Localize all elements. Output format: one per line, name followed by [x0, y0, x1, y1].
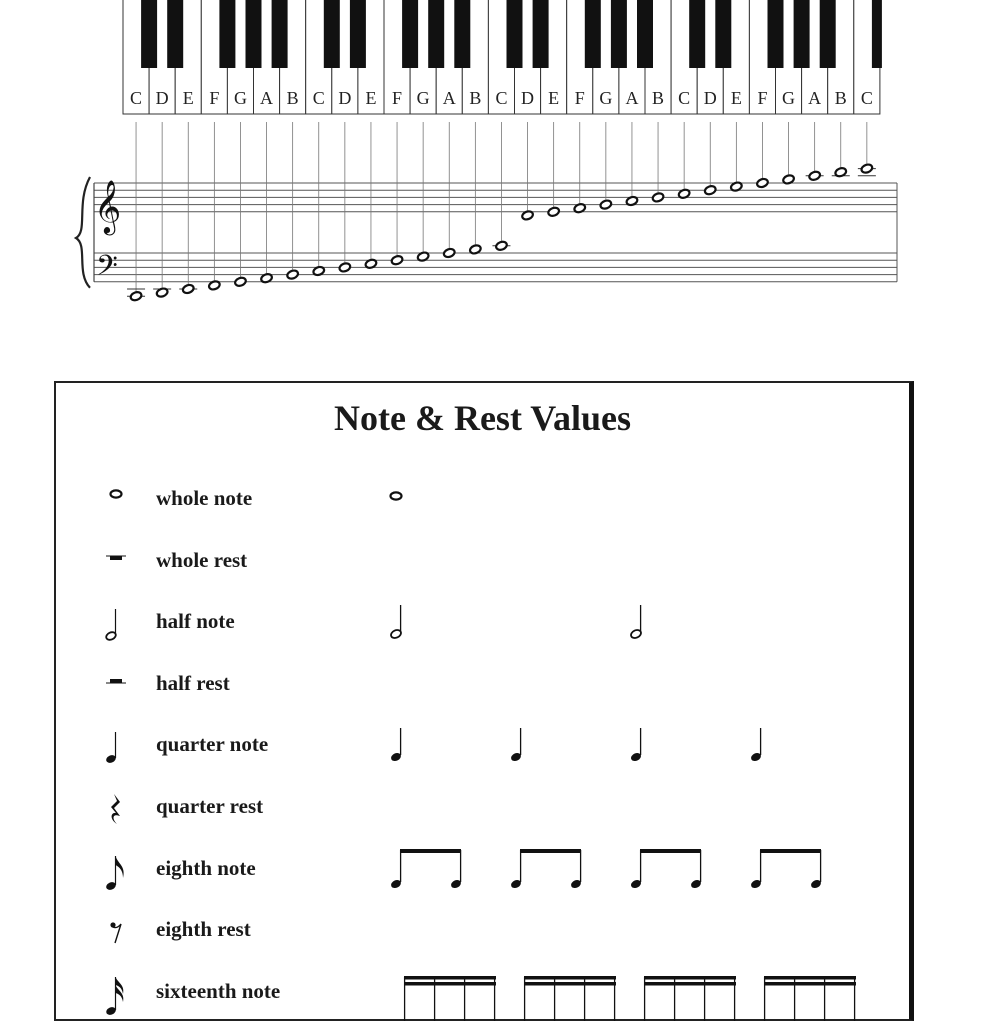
quarter-rest-icon	[96, 786, 136, 836]
staff-note	[130, 291, 143, 302]
value-row	[56, 848, 909, 898]
value-row	[56, 601, 909, 651]
key-label: D	[703, 88, 717, 108]
value-row	[56, 786, 909, 836]
staff-note	[704, 185, 717, 196]
staff-note	[808, 170, 821, 181]
key-label: B	[469, 88, 482, 108]
key-label: B	[834, 88, 847, 108]
value-label: whole note	[156, 486, 253, 510]
value-label: eighth note	[156, 855, 256, 880]
key-label: F	[574, 88, 585, 108]
example-notes	[56, 848, 916, 908]
box-title: Note & Rest Values	[334, 398, 631, 438]
key-label: B	[286, 88, 299, 108]
beam	[760, 849, 821, 853]
value-label: half rest	[156, 670, 230, 695]
staff-note	[286, 269, 299, 280]
example-notes	[56, 478, 916, 538]
key-label: A	[808, 88, 822, 108]
key-label: C	[130, 88, 143, 108]
key-label: A	[442, 88, 456, 108]
key-label: D	[155, 88, 169, 108]
beam	[764, 982, 856, 986]
key-label: G	[416, 88, 430, 108]
staff-note	[652, 192, 665, 203]
value-label: sixteenth note	[156, 978, 281, 1003]
beam	[400, 849, 461, 853]
value-label: whole rest	[156, 547, 248, 572]
staff-note	[443, 248, 456, 259]
bass-clef-icon: 𝄢	[96, 251, 118, 289]
key-label: E	[365, 88, 377, 108]
value-label: quarter rest	[156, 794, 264, 818]
beam	[520, 849, 581, 853]
staff-note	[495, 240, 508, 251]
key-label: D	[338, 88, 352, 108]
staff-note	[547, 206, 560, 217]
key-label: C	[678, 88, 691, 108]
staff-note	[234, 276, 247, 287]
value-row	[56, 724, 909, 774]
staff-note	[338, 262, 351, 273]
value-row	[56, 663, 909, 713]
value-row	[56, 909, 909, 959]
key-label: E	[730, 88, 742, 108]
key-label: E	[548, 88, 560, 108]
beam	[524, 976, 616, 980]
beam	[640, 849, 701, 853]
key-label: G	[782, 88, 796, 108]
beam	[524, 982, 616, 986]
key-label: G	[599, 88, 613, 108]
key-label: F	[757, 88, 768, 108]
beam	[404, 982, 496, 986]
eighth-rest-icon	[96, 909, 136, 959]
whole-rest-icon	[96, 540, 136, 590]
value-label: half note	[156, 609, 235, 634]
example-note	[391, 492, 402, 499]
example-notes	[56, 724, 916, 784]
key-label: B	[652, 88, 665, 108]
example-notes	[56, 971, 916, 1031]
staff-note	[860, 163, 873, 174]
key-label: C	[495, 88, 508, 108]
treble-clef-icon: 𝄞	[94, 180, 122, 232]
key-label: F	[392, 88, 403, 108]
brace-icon	[76, 177, 90, 288]
key-label: C	[312, 88, 325, 108]
value-row	[56, 478, 909, 528]
staff-note	[391, 255, 404, 266]
staff-note	[756, 178, 769, 189]
beam	[644, 982, 736, 986]
value-row	[56, 971, 909, 1021]
note-rest-values-box	[54, 381, 914, 1021]
example-notes	[56, 601, 916, 661]
key-label: F	[209, 88, 220, 108]
key-label: C	[860, 88, 873, 108]
beam	[404, 976, 496, 980]
beam	[644, 976, 736, 980]
key-label: A	[625, 88, 639, 108]
value-label: eighth rest	[156, 917, 251, 942]
key-label: D	[521, 88, 535, 108]
value-label: quarter note	[156, 732, 269, 757]
half-rest-icon	[96, 663, 136, 713]
grand-staff	[0, 0, 999, 330]
key-label: G	[233, 88, 247, 108]
staff-note	[182, 284, 195, 295]
beam	[764, 976, 856, 980]
staff-note	[599, 199, 612, 210]
value-row	[56, 540, 909, 590]
key-label: E	[182, 88, 194, 108]
key-label: A	[260, 88, 274, 108]
